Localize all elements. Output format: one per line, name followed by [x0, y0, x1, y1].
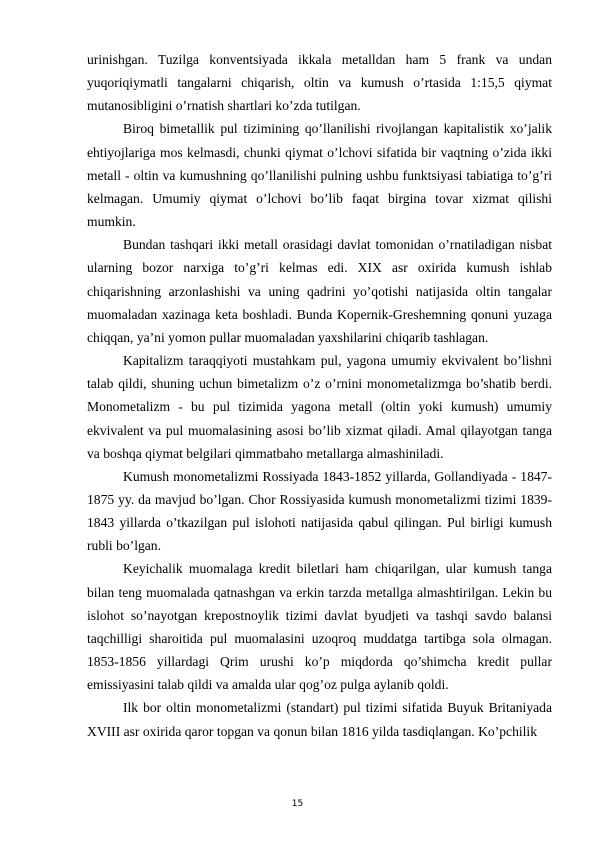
body-text	[87, 48, 552, 743]
paragraph-continued: urinishgan. Tuzilga konventsiyada ikkala metalldan ham 5 frank va undan yuqoriqiymatli tangalarni chiqarish, oltin va kumush o’rtasida 1:15,5 qiymat mutanosibligini o’rnatish shartlari ko’zda tutilgan.	[87, 52, 552, 114]
paragraph-bimetallism-criticism: Biroq bimetallik pul tizimining qo’llanilishi rivojlangan kapitalistik xo’jalik ehtiyojlariga mos kelmasdi, chunki qiymat o’lchovi sifatida bir vaqtning o’zida ikki metall - oltin va kumushning qo’llanilishi pulning ushbu funktsiyasi tabiatiga to’g’ri kelmagan. Umumiy qiymat o’lchovi bo’lib faqat birgina tovar xizmat qilishi mumkin.	[87, 121, 552, 230]
paragraph-gold-standard: Ilk bor oltin monometalizmi (standart) pul tizimi sifatida Buyuk Britaniyada XVIII asr oxirida qaror topgan va qonun bilan 1816 yilda tasdiqlangan. Ko’pchilik	[87, 700, 552, 739]
paragraph-market-ratio: Bundan tashqari ikki metall orasidagi davlat tomonidan o’rnatiladigan nisbat ularning bozor narxiga to’g’ri kelmas edi. XIX asr oxirida kumush ishlab chiqarishning arzonlashishi va uning qadrini yo’qotishi natijasida oltin tangalar muomaladan xazinaga keta boshladi. Bunda Kopernik-Greshemning qonuni yuzaga chiqqan, ya’ni yomon pullar muomaladan yaxshilarini chiqarib tashlagan.	[87, 237, 552, 345]
page-number: 15	[291, 799, 304, 809]
paragraph-credit-notes: Keyichalik muomalaga kredit biletlari ham chiqarilgan, ular kumush tanga bilan teng muomalada qatnashgan va erkin tarzda metallga almashtirilgan. Lekin bu islohot so’nayotgan krepostnoylik tizimi davlat byudjeti va tashqi savdo balansi taqchilligi sharoitida pul muomalasini uzoqroq muddatga tartibga sola olmagan. 1853-1856 yillardagi Qrim urushi ko’p miqdorda qo’shimcha kredit pullar emissiyasini talab qildi va amalda ular qog’oz pulga aylanib qoldi.	[87, 561, 552, 693]
paragraph-monometallism: Kapitalizm taraqqiyoti mustahkam pul, yagona umumiy ekvivalent bo’lishni talab qildi, shuning uchun bimetalizm o’z o’rnini monometalizmga bo’shatib berdi. Monometalizm - bu pul tizimida yagona metall (oltin yoki kumush) umumiy ekvivalent va pul muomalasining asosi bo’lib xizmat qiladi. Amal qilayotgan tanga va boshqa qiymat belgilari qimmatbaho metallarga almashiniladi.	[87, 353, 552, 461]
paragraph-silver-monometallism: Kumush monometalizmi Rossiyada 1843-1852 yillarda, Gollandiyada - 1847- 1875 yy. da mavjud bo’lgan. Chor Rossiyasida kumush monometalizmi tizimi 1839-1843 yillarda o’tkazilgan pul islohoti natijasida qabul qilingan. Pul birligi kumush rubli bo’lgan.	[87, 468, 552, 554]
